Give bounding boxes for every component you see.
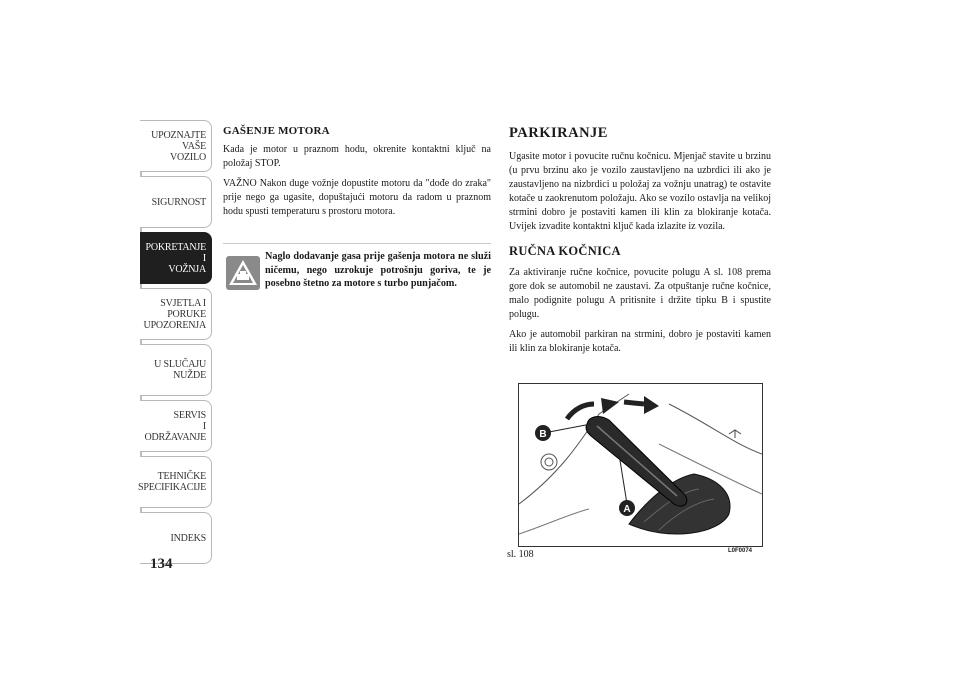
handbrake-illustration <box>519 384 762 546</box>
nav-tab-label: U SLUČAJU NUŽDE <box>154 359 206 381</box>
engine-warning-icon <box>226 256 260 290</box>
paragraph: Ako je automobil parkiran na strmini, dobro je postaviti kamen ili klin za blokiranje kotača. <box>509 329 771 354</box>
nav-tab-7[interactable] <box>140 456 212 508</box>
nav-tab-4[interactable] <box>140 288 212 340</box>
nav-tab-label: POKRETANJE I VOŽNJA <box>145 241 206 275</box>
divider <box>223 243 491 244</box>
paragraph: Ugasite motor i povucite ručnu kočnicu. Mjenjač stavite u brzinu (u prvu brzinu ako je vozilo zaustavljeno na uzbrdici ili ako je zaustavljeno na nizbrdici u položaj za vožnju unatrag) te ostavite kotače u zaokrenutom položaju. Ako se vozilo ostavlja na velikoj strmini dobro je postaviti kamen ili klin za blokiranje kotača. Uvijek izvadite kontaktni ključ kada izlazite iz vozila. <box>509 151 771 232</box>
warning-text: Naglo dodavanje gasa prije gašenja motora ne služi ničemu, nego uzrokuje potrošnju goriva, te je posebno štetno za motore s turbo punjačom. <box>265 251 491 289</box>
page-number: 134 <box>150 556 173 572</box>
nav-tab-label: SVJETLA I PORUKE UPOZORENJA <box>143 297 206 331</box>
nav-tab-6[interactable] <box>140 400 212 452</box>
nav-tab-2[interactable] <box>140 176 212 228</box>
paragraph: Kada je motor u praznom hodu, okrenite kontaktni ključ na položaj STOP. <box>223 144 491 169</box>
callout-a: A <box>623 504 631 515</box>
section-heading-handbrake: RUČNA KOČNICA <box>509 244 621 258</box>
nav-tab-1[interactable] <box>140 120 212 172</box>
nav-tab-label: UPOZNAJTE VAŠE VOZILO <box>151 129 206 163</box>
handbrake-figure <box>518 383 763 547</box>
warning-box <box>223 250 491 302</box>
nav-tab-label: SIGURNOST <box>151 196 206 208</box>
nav-tab-5[interactable] <box>140 344 212 396</box>
chapter-nav <box>140 120 214 550</box>
callout-b: B <box>539 429 547 440</box>
left-column <box>223 125 491 225</box>
nav-tab-label: TEHNIČKE SPECIFIKACIJE <box>138 471 206 493</box>
section-heading-parking: PARKIRANJE <box>509 125 608 141</box>
nav-tab-label: INDEKS <box>170 532 206 544</box>
figure-caption: sl. 108 <box>507 549 534 560</box>
figure-code: L0F0074 <box>728 548 753 554</box>
paragraph: Za aktiviranje ručne kočnice, povucite polugu A sl. 108 prema gore dok se automobil ne zaustavi. Za otpuštanje ručne kočnice, malo podignite polugu A pritisnite i držite tipku B i spustite polugu. <box>509 267 771 320</box>
right-column <box>509 125 771 362</box>
nav-tab-3[interactable] <box>140 232 212 284</box>
paragraph-important: VAŽNO Nakon duge vožnje dopustite motoru da "dođe do zraka" prije nego ga ugasite, dopuštajući motoru da radom u praznom hodu spusti temperaturu s prostoru motora. <box>223 178 491 217</box>
section-heading-engine-off: GAŠENJE MOTORA <box>223 125 330 137</box>
nav-tab-label: SERVIS I ODRŽAVANJE <box>144 409 206 443</box>
